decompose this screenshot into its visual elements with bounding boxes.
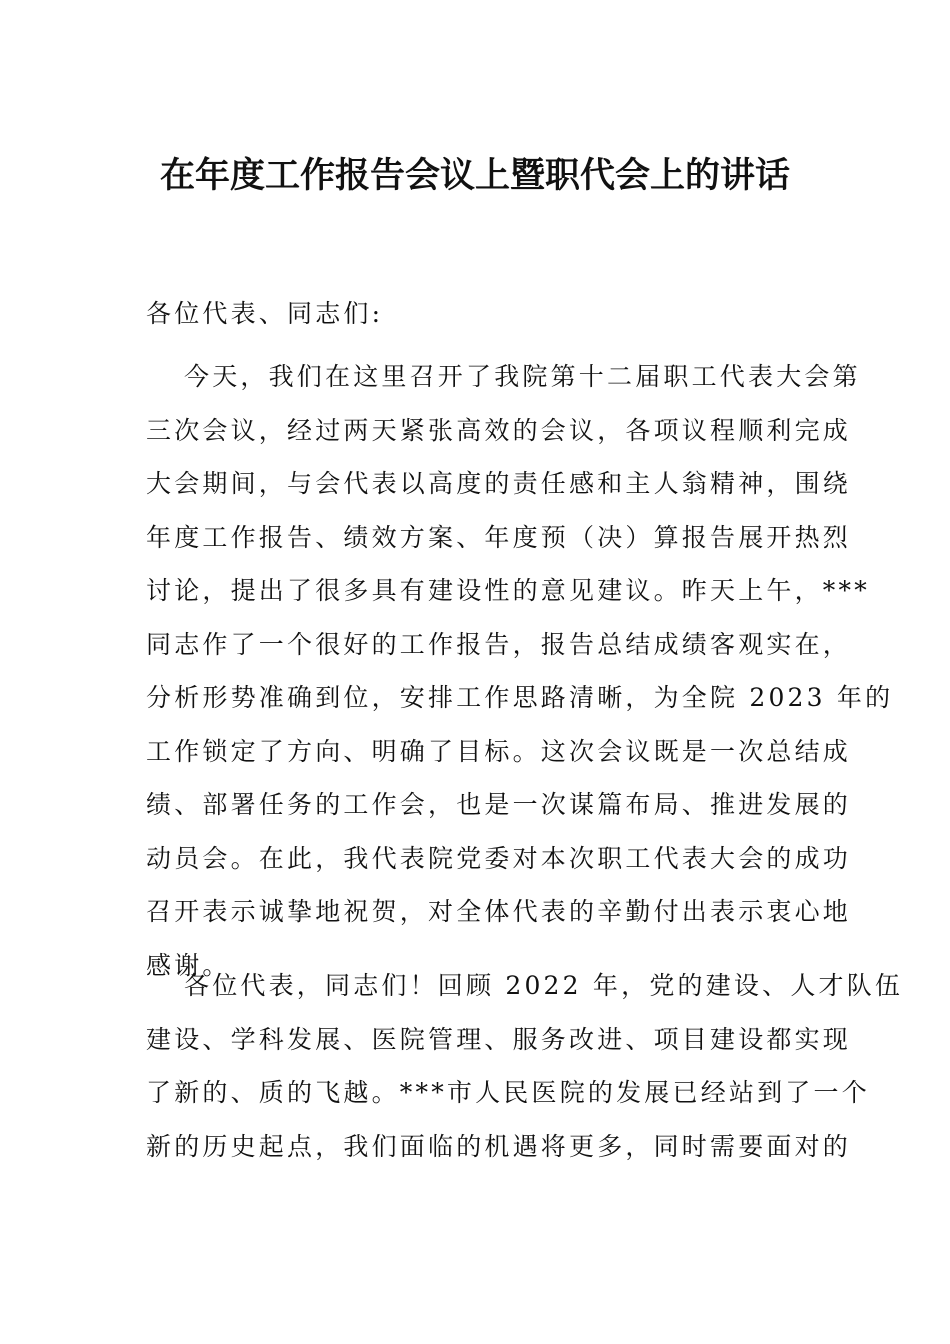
paragraph-1-line: 分析形势准确到位，安排工作思路清晰，为全院 2023 年的 <box>146 683 894 712</box>
document-title: 在年度工作报告会议上暨职代会上的讲话 <box>159 155 790 196</box>
paragraph-1-line: 三次会议，经过两天紧张高效的会议，各项议程顺利完成 <box>146 415 852 445</box>
paragraph-1-line: 今天，我们在这里召开了我院第十二届职工代表大会第 <box>184 362 861 391</box>
paragraph-1-line: 工作锁定了方向、明确了目标。这次会议既是一次总结成 <box>146 736 852 766</box>
paragraph-2-line: 各位代表，同志们！回顾 2022 年，党的建设、人才队伍 <box>184 971 904 1000</box>
paragraph-1-line: 感谢。 <box>146 950 231 980</box>
paragraph-1-line: 讨论，提出了很多具有建设性的意见建议。昨天上午，*** <box>146 576 870 605</box>
paragraph-1-line: 同志作了一个很好的工作报告，报告总结成绩客观实在， <box>146 629 852 659</box>
paragraph-1-line: 动员会。在此，我代表院党委对本次职工代表大会的成功 <box>146 843 852 873</box>
salutation: 各位代表、同志们: <box>146 299 384 328</box>
paragraph-1 <box>146 350 894 992</box>
paragraph-2 <box>146 959 904 1173</box>
paragraph-1-line: 召开表示诚挚地祝贺，对全体代表的辛勤付出表示衷心地 <box>146 897 852 926</box>
paragraph-2-line: 建设、学科发展、医院管理、服务改进、项目建设都实现 <box>146 1024 852 1054</box>
paragraph-1-line: 大会期间，与会代表以高度的责任感和主人翁精神，围绕 <box>146 469 852 498</box>
paragraph-2-line: 新的历史起点，我们面临的机遇将更多，同时需要面对的 <box>146 1131 852 1161</box>
paragraph-2-line: 了新的、质的飞越。***市人民医院的发展已经站到了一个 <box>146 1078 870 1107</box>
paragraph-1-line: 年度工作报告、绩效方案、年度预（决）算报告展开热烈 <box>146 522 852 552</box>
paragraph-1-line: 绩、部署任务的工作会，也是一次谋篇布局、推进发展的 <box>146 790 852 819</box>
